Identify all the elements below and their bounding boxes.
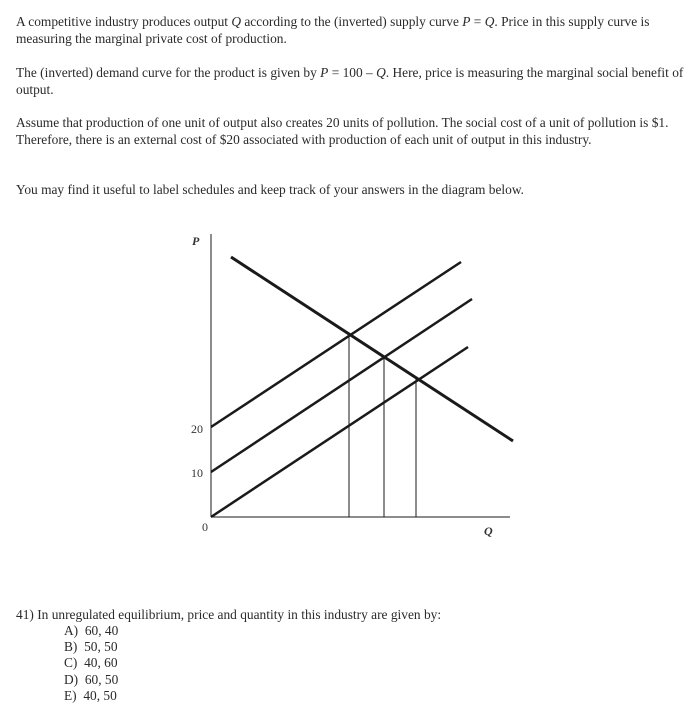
supply-curve-middle [211, 299, 472, 472]
demand-paragraph: The (inverted) demand curve for the product is given by P = 100 – Q. Here, price is measuring the marginal social benefit of output. [16, 65, 684, 97]
tick-label-10: 10 [191, 466, 203, 480]
diagram-instruction: You may find it useful to label schedules and keep track of your answers in the diagram below. [16, 182, 524, 197]
answer-options [64, 623, 118, 704]
externality-paragraph: Assume that production of one unit of output also creates 20 units of pollution. The social cost of a unit of pollution is $1. Therefore, there is an external cost of $20 associated with production of each unit of output in this industry. [16, 115, 669, 147]
supply-curve-lower [211, 347, 468, 517]
intro-paragraph-supply: A competitive industry produces output Q according to the (inverted) supply curve P = Q. Price in this supply curve is measuring the marginal private cost of production. [16, 14, 650, 46]
origin-label: 0 [202, 520, 208, 534]
option-c[interactable]: C) 40, 60 [64, 655, 118, 671]
x-axis-label: Q [484, 524, 493, 538]
tick-label-20: 20 [191, 422, 203, 436]
option-e[interactable]: E) 40, 50 [64, 687, 117, 703]
option-a[interactable]: A) 60, 40 [64, 623, 119, 638]
option-b[interactable]: B) 50, 50 [64, 639, 118, 655]
y-axis-label: P [192, 234, 200, 248]
option-d[interactable]: D) 60, 50 [64, 671, 119, 687]
supply-curve-upper [211, 262, 461, 427]
demand-curve [231, 257, 513, 441]
question-41: 41) In unregulated equilibrium, price and quantity in this industry are given by: [16, 607, 442, 622]
